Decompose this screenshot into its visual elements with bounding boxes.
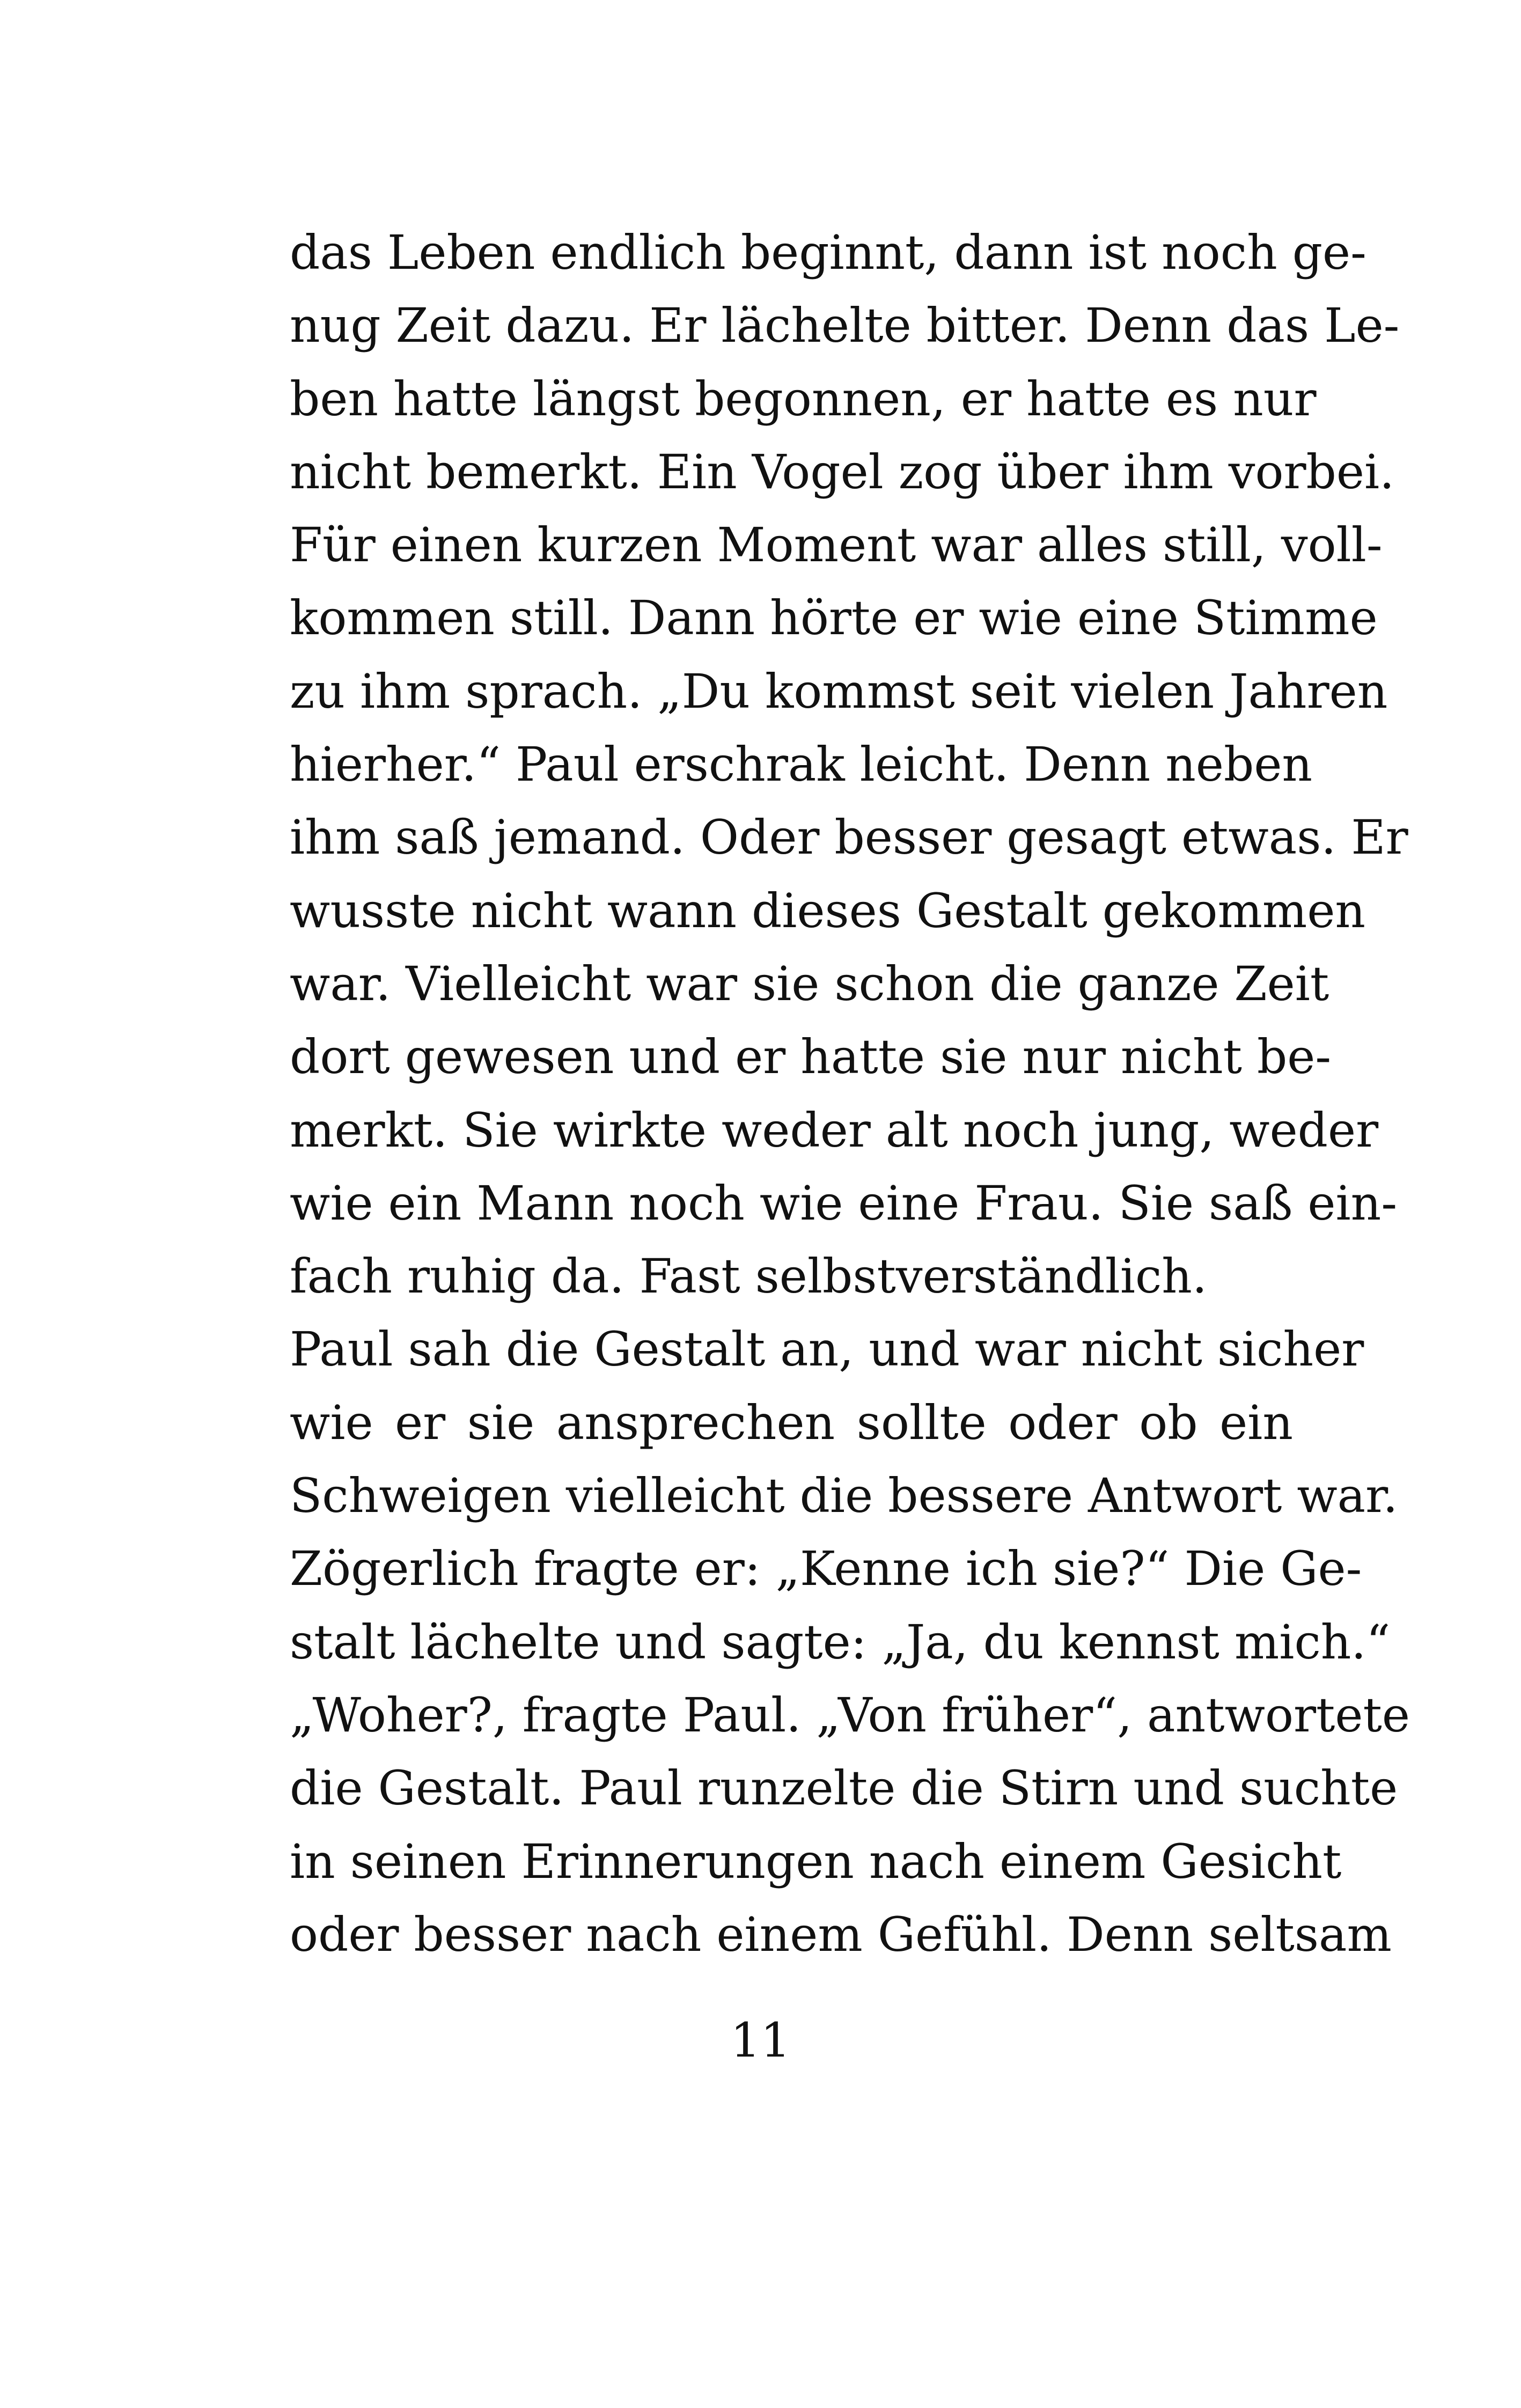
text-line: in seinen Erinnerungen nach einem Gesicht xyxy=(290,1833,1342,1889)
text-line: wusste nicht wann dieses Gestalt gekommen xyxy=(290,883,1366,938)
text-line: ben hatte längst begonnen, er hatte es nur xyxy=(290,371,1317,427)
text-line: Für einen kurzen Moment war alles still, voll- xyxy=(290,517,1383,573)
body-text xyxy=(290,216,1410,1971)
text-line: Zögerlich fragte er: „Kenne ich sie?“ Die Ge- xyxy=(290,1541,1362,1597)
text-line: kommen still. Dann hörte er wie eine Stimme xyxy=(290,590,1378,646)
text-line: ihm saß jemand. Oder besser gesagt etwas. Er xyxy=(290,810,1408,865)
text-line: war. Vielleicht war sie schon die ganze Zeit xyxy=(290,956,1329,1011)
text-line: zu ihm sprach. „Du kommst seit vielen Jahren xyxy=(290,663,1388,719)
text-line: die Gestalt. Paul runzelte die Stirn und suchte xyxy=(290,1760,1398,1816)
text-line: hierher.“ Paul erschrak leicht. Denn neben xyxy=(290,737,1313,792)
text-line: nicht bemerkt. Ein Vogel zog über ihm vorbei. xyxy=(290,444,1395,500)
text-line: „Woher?, fragte Paul. „Von früher“, antwortete xyxy=(290,1687,1410,1743)
text-line: oder besser nach einem Gefühl. Denn seltsam xyxy=(290,1906,1392,1962)
text-line: stalt lächelte und sagte: „Ja, du kennst mich.“ xyxy=(290,1614,1391,1670)
text-line: Schweigen vielleicht die bessere Antwort war. xyxy=(290,1468,1398,1524)
text-line: dort gewesen und er hatte sie nur nicht be- xyxy=(290,1029,1332,1085)
text-line: Paul sah die Gestalt an, und war nicht sicher xyxy=(290,1322,1364,1377)
text-line: wie ein Mann noch wie eine Frau. Sie saß ein- xyxy=(290,1175,1398,1231)
text-line: wie er sie ansprechen sollte oder ob ein xyxy=(290,1394,1293,1450)
text-line: merkt. Sie wirkte weder alt noch jung, weder xyxy=(290,1102,1379,1158)
page-number: 11 xyxy=(730,2013,791,2068)
text-line: nug Zeit dazu. Er lächelte bitter. Denn das Le- xyxy=(290,298,1400,354)
text-line: fach ruhig da. Fast selbstverständlich. xyxy=(290,1249,1207,1304)
text-line: das Leben endlich beginnt, dann ist noch ge- xyxy=(290,225,1366,280)
